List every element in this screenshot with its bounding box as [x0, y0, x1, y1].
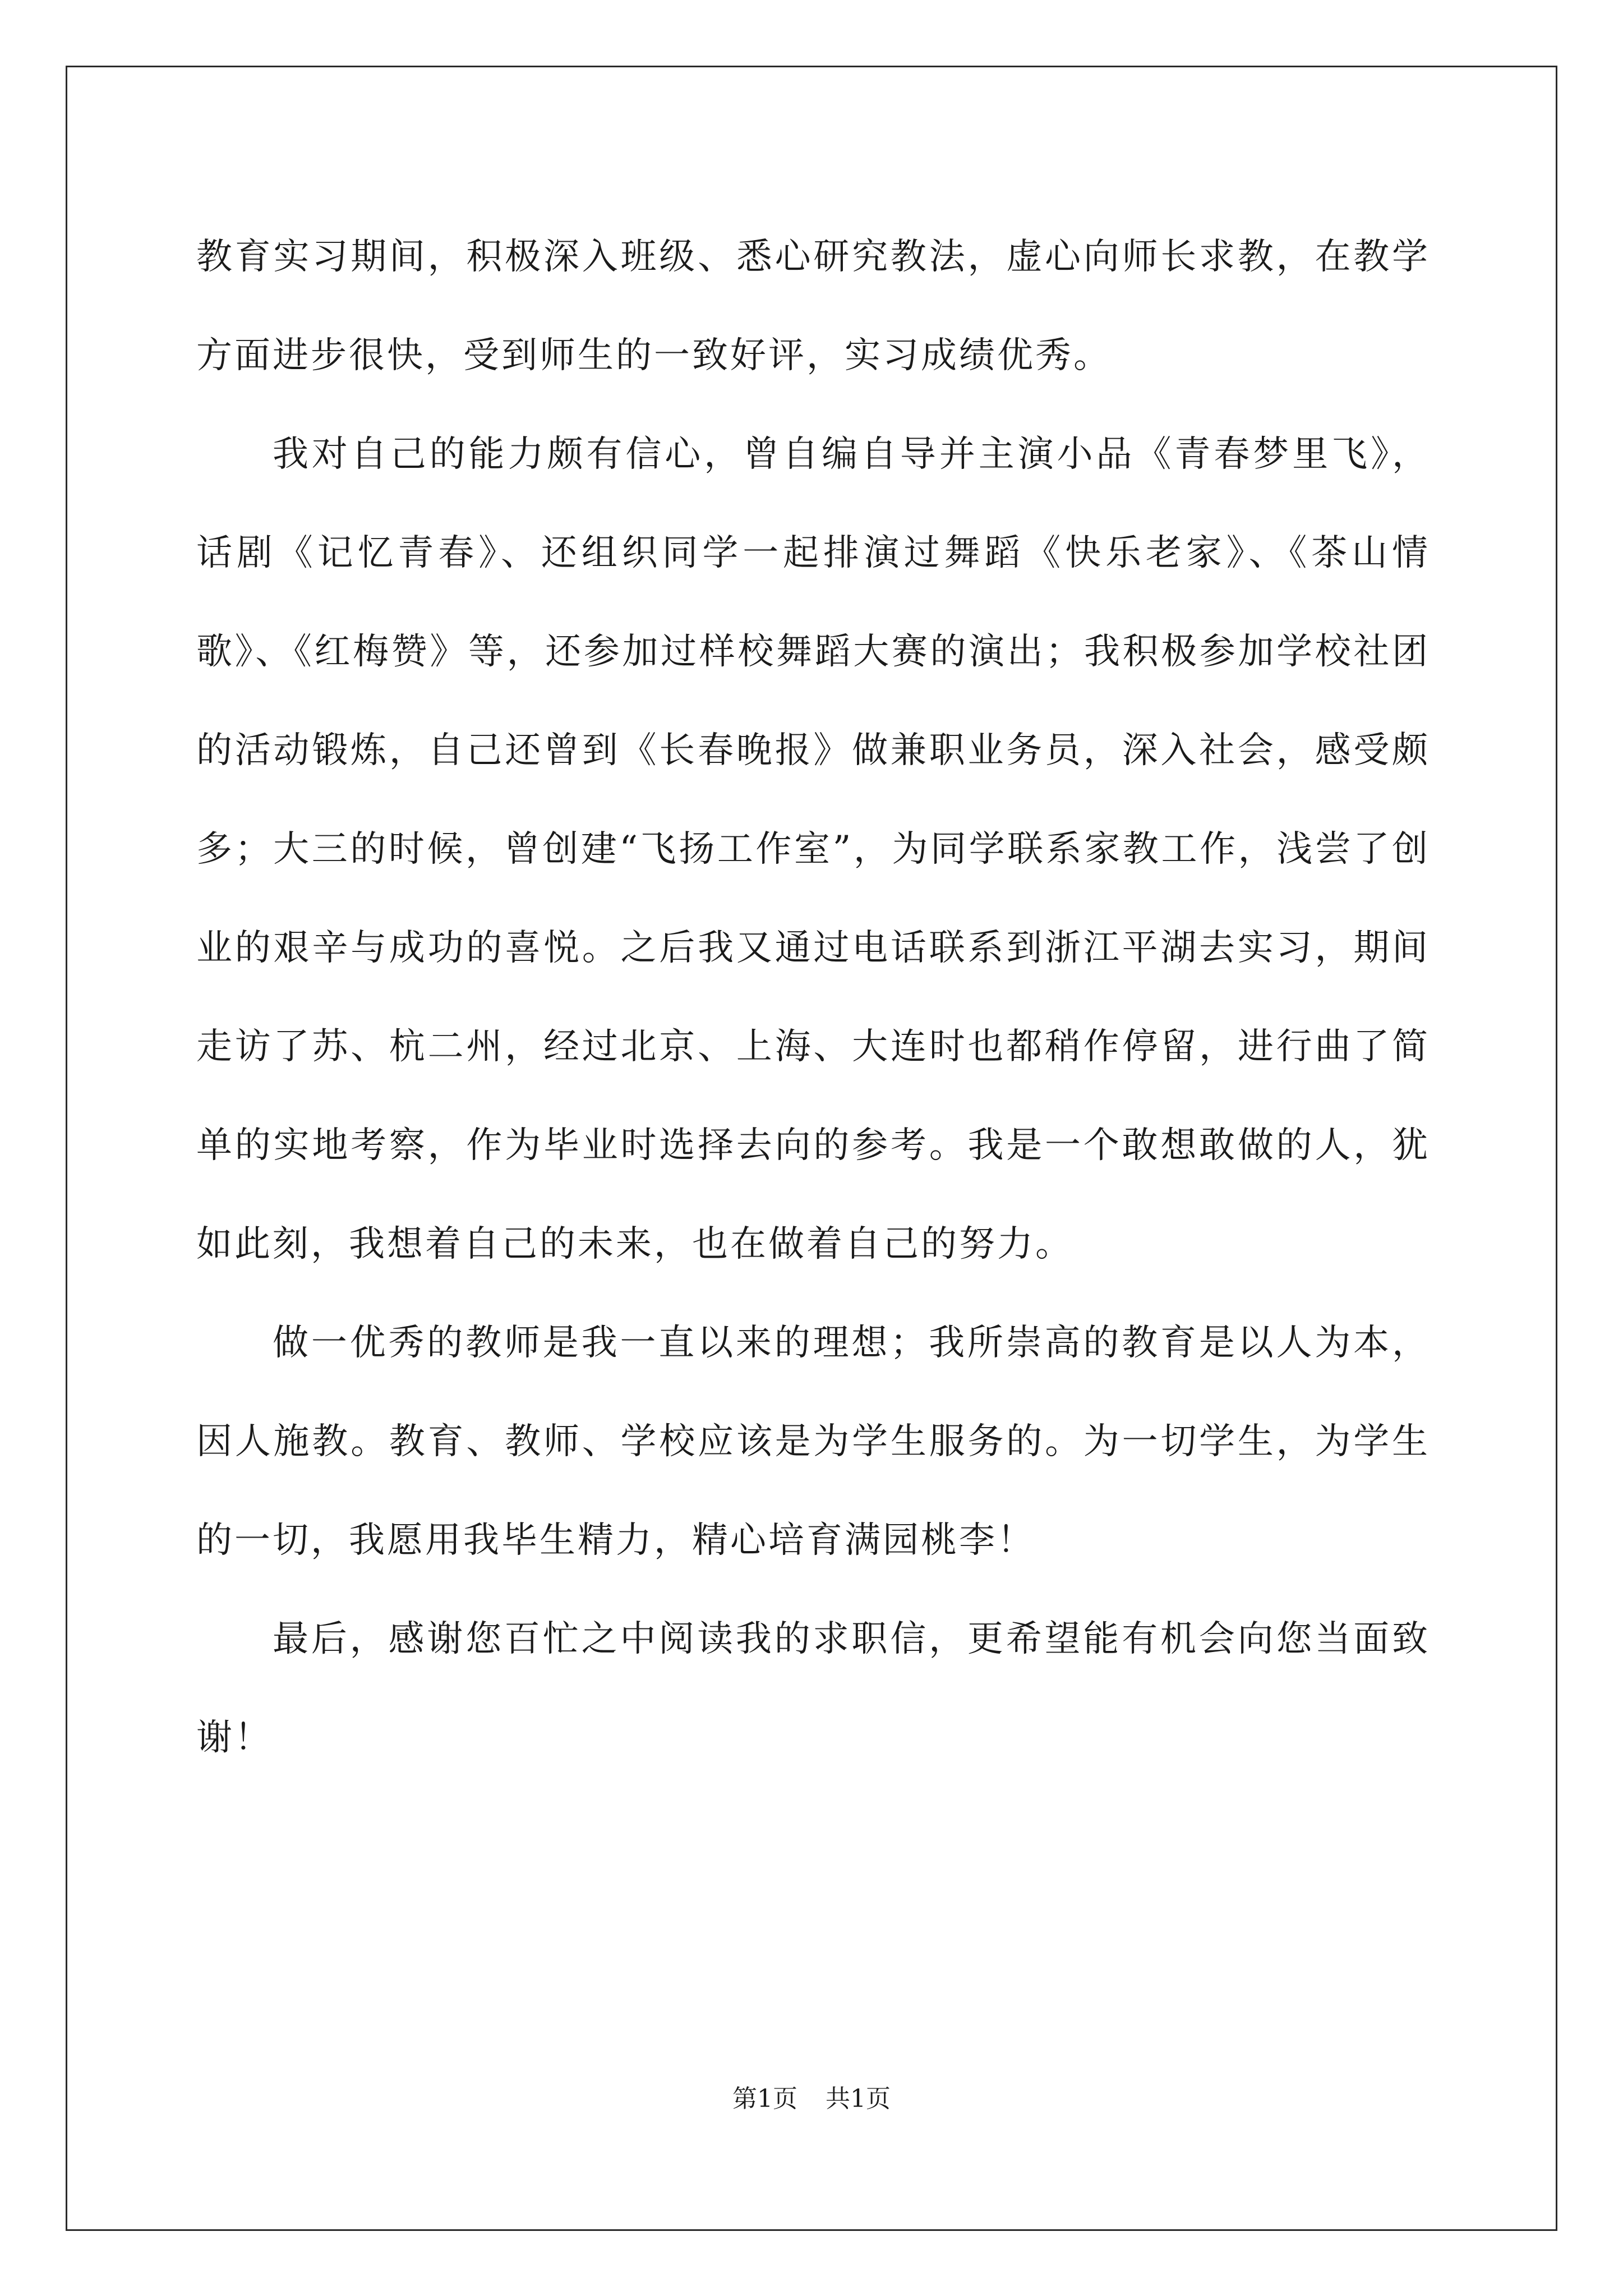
paragraph-closing: 最后，感谢您百忙之中阅读我的求职信，更希望能有机会向您当面致谢！ — [196, 1618, 1430, 1759]
paragraph-internship: 教育实习期间，积极深入班级、悉心研究教法，虚心向师长求教，在教学方面进步很快，受到师生的一致好评，实习成绩优秀。 — [196, 236, 1430, 376]
page-total: 共1页 — [826, 2085, 891, 2113]
page-number: 第1页 — [732, 2085, 797, 2113]
document-body — [196, 208, 1430, 1787]
page-footer — [0, 2078, 1623, 2114]
paragraph-ideal: 做一优秀的教师是我一直以来的理想；我所崇高的教育是以人为本，因人施教。教育、教师、学校应该是为学生服务的。为一切学生，为学生的一切，我愿用我毕生精力，精心培育满园桃李！ — [196, 1322, 1430, 1561]
paragraph-activities: 我对自己的能力颇有信心，曾自编自导并主演小品《青春梦里飞》，话剧《记忆青春》、还组织同学一起排演过舞蹈《快乐老家》、《茶山情歌》、《红梅赞》等，还参加过样校舞蹈大赛的演出；我积极参加学校社团的活动锻炼，自己还曾到《长春晚报》做兼职业务员，深入社会，感受颇多；大三的时候，曾创建“飞扬工作室”，为同学联系家教工作，浅尝了创业的艰辛与成功的喜悦。之后我又通过电话联系到浙江平湖去实习，期间走访了苏、杭二州，经过北京、上海、大连时也都稍作停留，进行曲了简单的实地考察，作为毕业时选择去向的参考。我是一个敢想敢做的人，犹如此刻，我想着自己的未来，也在做着自己的努力。 — [196, 434, 1430, 1265]
